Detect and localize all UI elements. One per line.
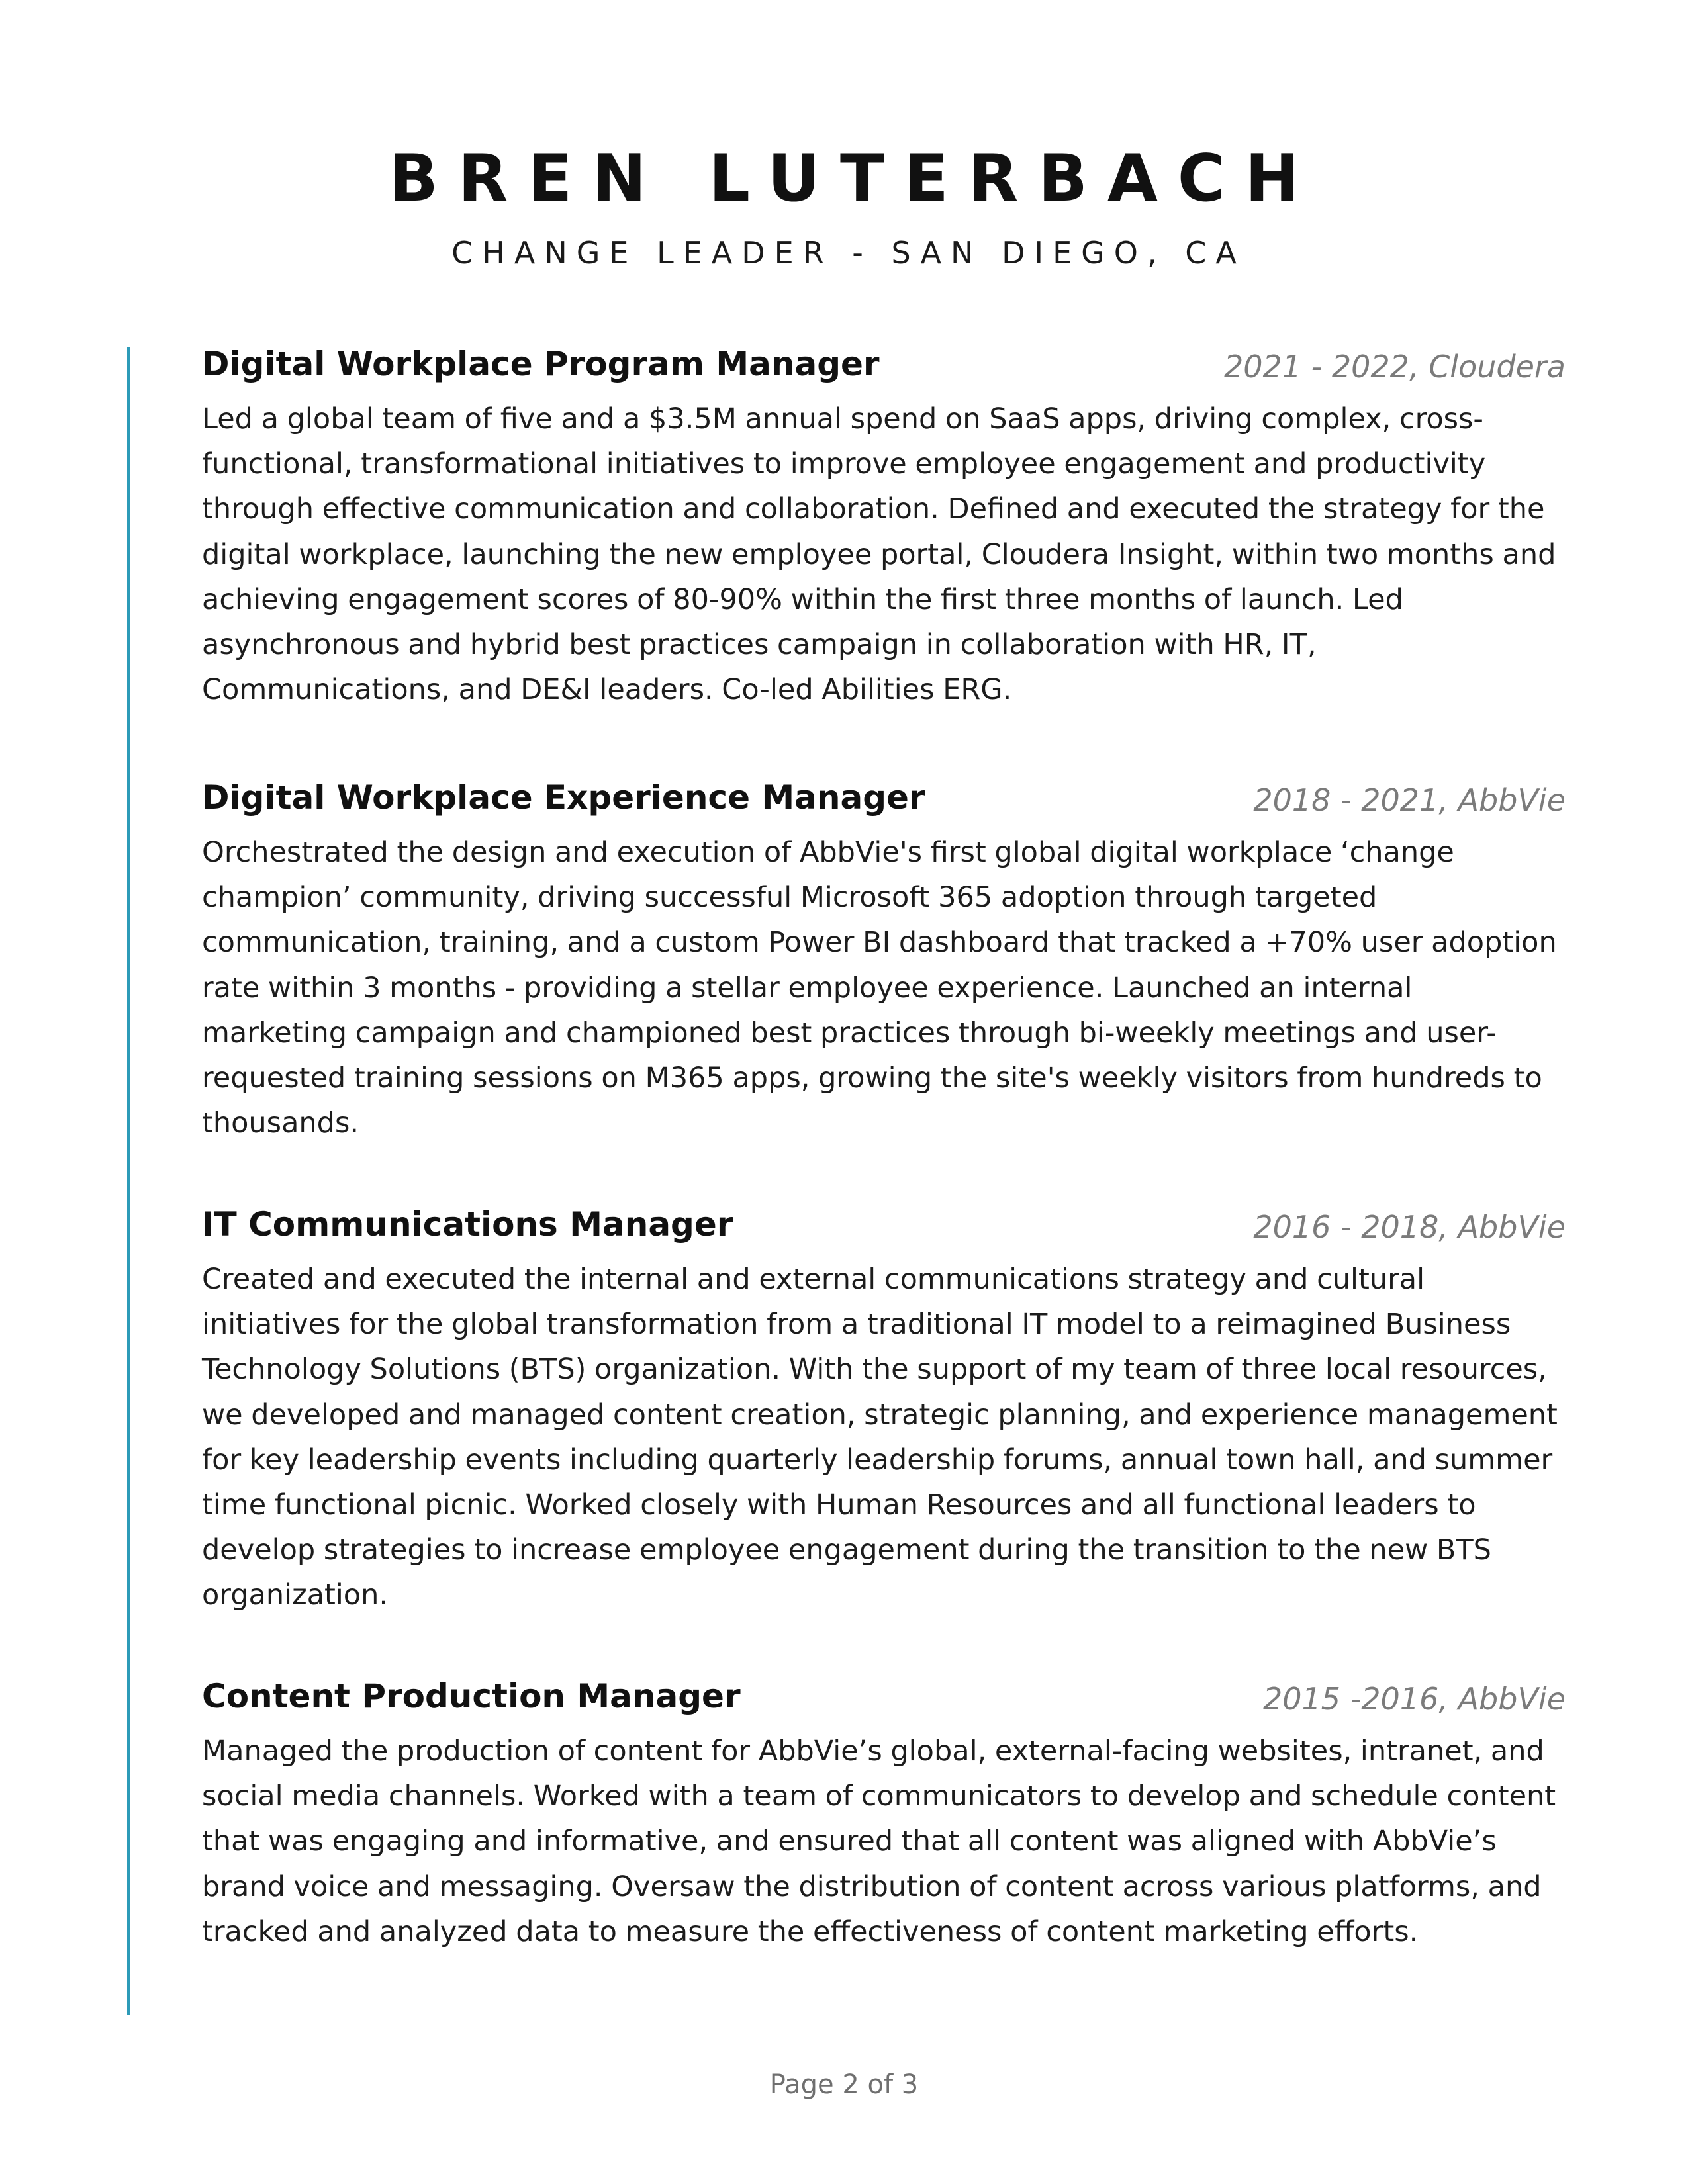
resume-header (0, 139, 1688, 273)
person-subtitle: CHANGE LEADER - SAN DIEGO, CA (451, 235, 1246, 271)
job-dates-company: 2021 - 2022, Cloudera (1223, 349, 1566, 385)
job-title: Digital Workplace Experience Manager (202, 778, 925, 817)
job-entry (202, 341, 1566, 712)
job-header (202, 1201, 1566, 1248)
job-description: Created and executed the internal and external communications strategy and cultural initiatives for the global transformation from a traditional IT model to a reimagined Business Technology Solutions (BTS) organization. With the support of my team of three local resources, we developed and managed content creation, strategic planning, and experience management for key leadership events including quarterly leadership forums, annual town hall, and summer time functional picnic. Worked closely with Human Resources and all functional leaders to develop strategies to increase employee engagement during the transition to the new BTS organization. (202, 1263, 1558, 1612)
job-dates-company: 2015 -2016, AbbVie (1262, 1681, 1566, 1717)
job-description: Managed the production of content for AbbVie’s global, external-facing websites, intranet, and social media channels. Worked with a team of communicators to develop and schedule content that was engaging and informative, and ensured that all content was aligned with AbbVie’s brand voice and messaging. Oversaw the distribution of content across various platforms, and tracked and analyzed data to measure the effectiveness of content marketing efforts. (202, 1735, 1556, 1948)
page-number: Page 2 of 3 (769, 2070, 919, 2100)
job-title: Digital Workplace Program Manager (202, 345, 880, 383)
job-description: Orchestrated the design and execution of AbbVie's first global digital workplace ‘change champion’ community, driving successful Microsoft 365 adoption through targeted communication, training, and a custom Power BI dashboard that tracked a +70% user adoption rate within 3 months - providing a stellar employee experience. Launched an internal marketing campaign and championed best practices through bi-weekly meetings and user-requested training sessions on M365 apps, growing the site's weekly visitors from hundreds to thousands. (202, 836, 1557, 1140)
job-title: IT Communications Manager (202, 1205, 733, 1244)
job-header (202, 1673, 1566, 1719)
job-entry (202, 1673, 1566, 1954)
job-entry (202, 1201, 1566, 1618)
job-entry (202, 774, 1566, 1146)
job-title: Content Production Manager (202, 1677, 741, 1715)
accent-rule (127, 347, 130, 2015)
job-dates-company: 2018 - 2021, AbbVie (1253, 782, 1566, 818)
job-header (202, 774, 1566, 821)
job-header (202, 341, 1566, 387)
job-dates-company: 2016 - 2018, AbbVie (1253, 1209, 1566, 1245)
person-name: BREN LUTERBACH (389, 141, 1319, 216)
job-description: Led a global team of five and a $3.5M annual spend on SaaS apps, driving complex, cross-functional, transformational initiatives to improve employee engagement and productivity through effective communication and collaboration. Defined and executed the strategy for the digital workplace, launching the new employee portal, Cloudera Insight, within two months and achieving engagement scores of 80-90% within the first three months of launch. Led asynchronous and hybrid best practices campaign in collaboration with HR, IT, Communications, and DE&I leaders. Co-led Abilities ERG. (202, 402, 1556, 707)
